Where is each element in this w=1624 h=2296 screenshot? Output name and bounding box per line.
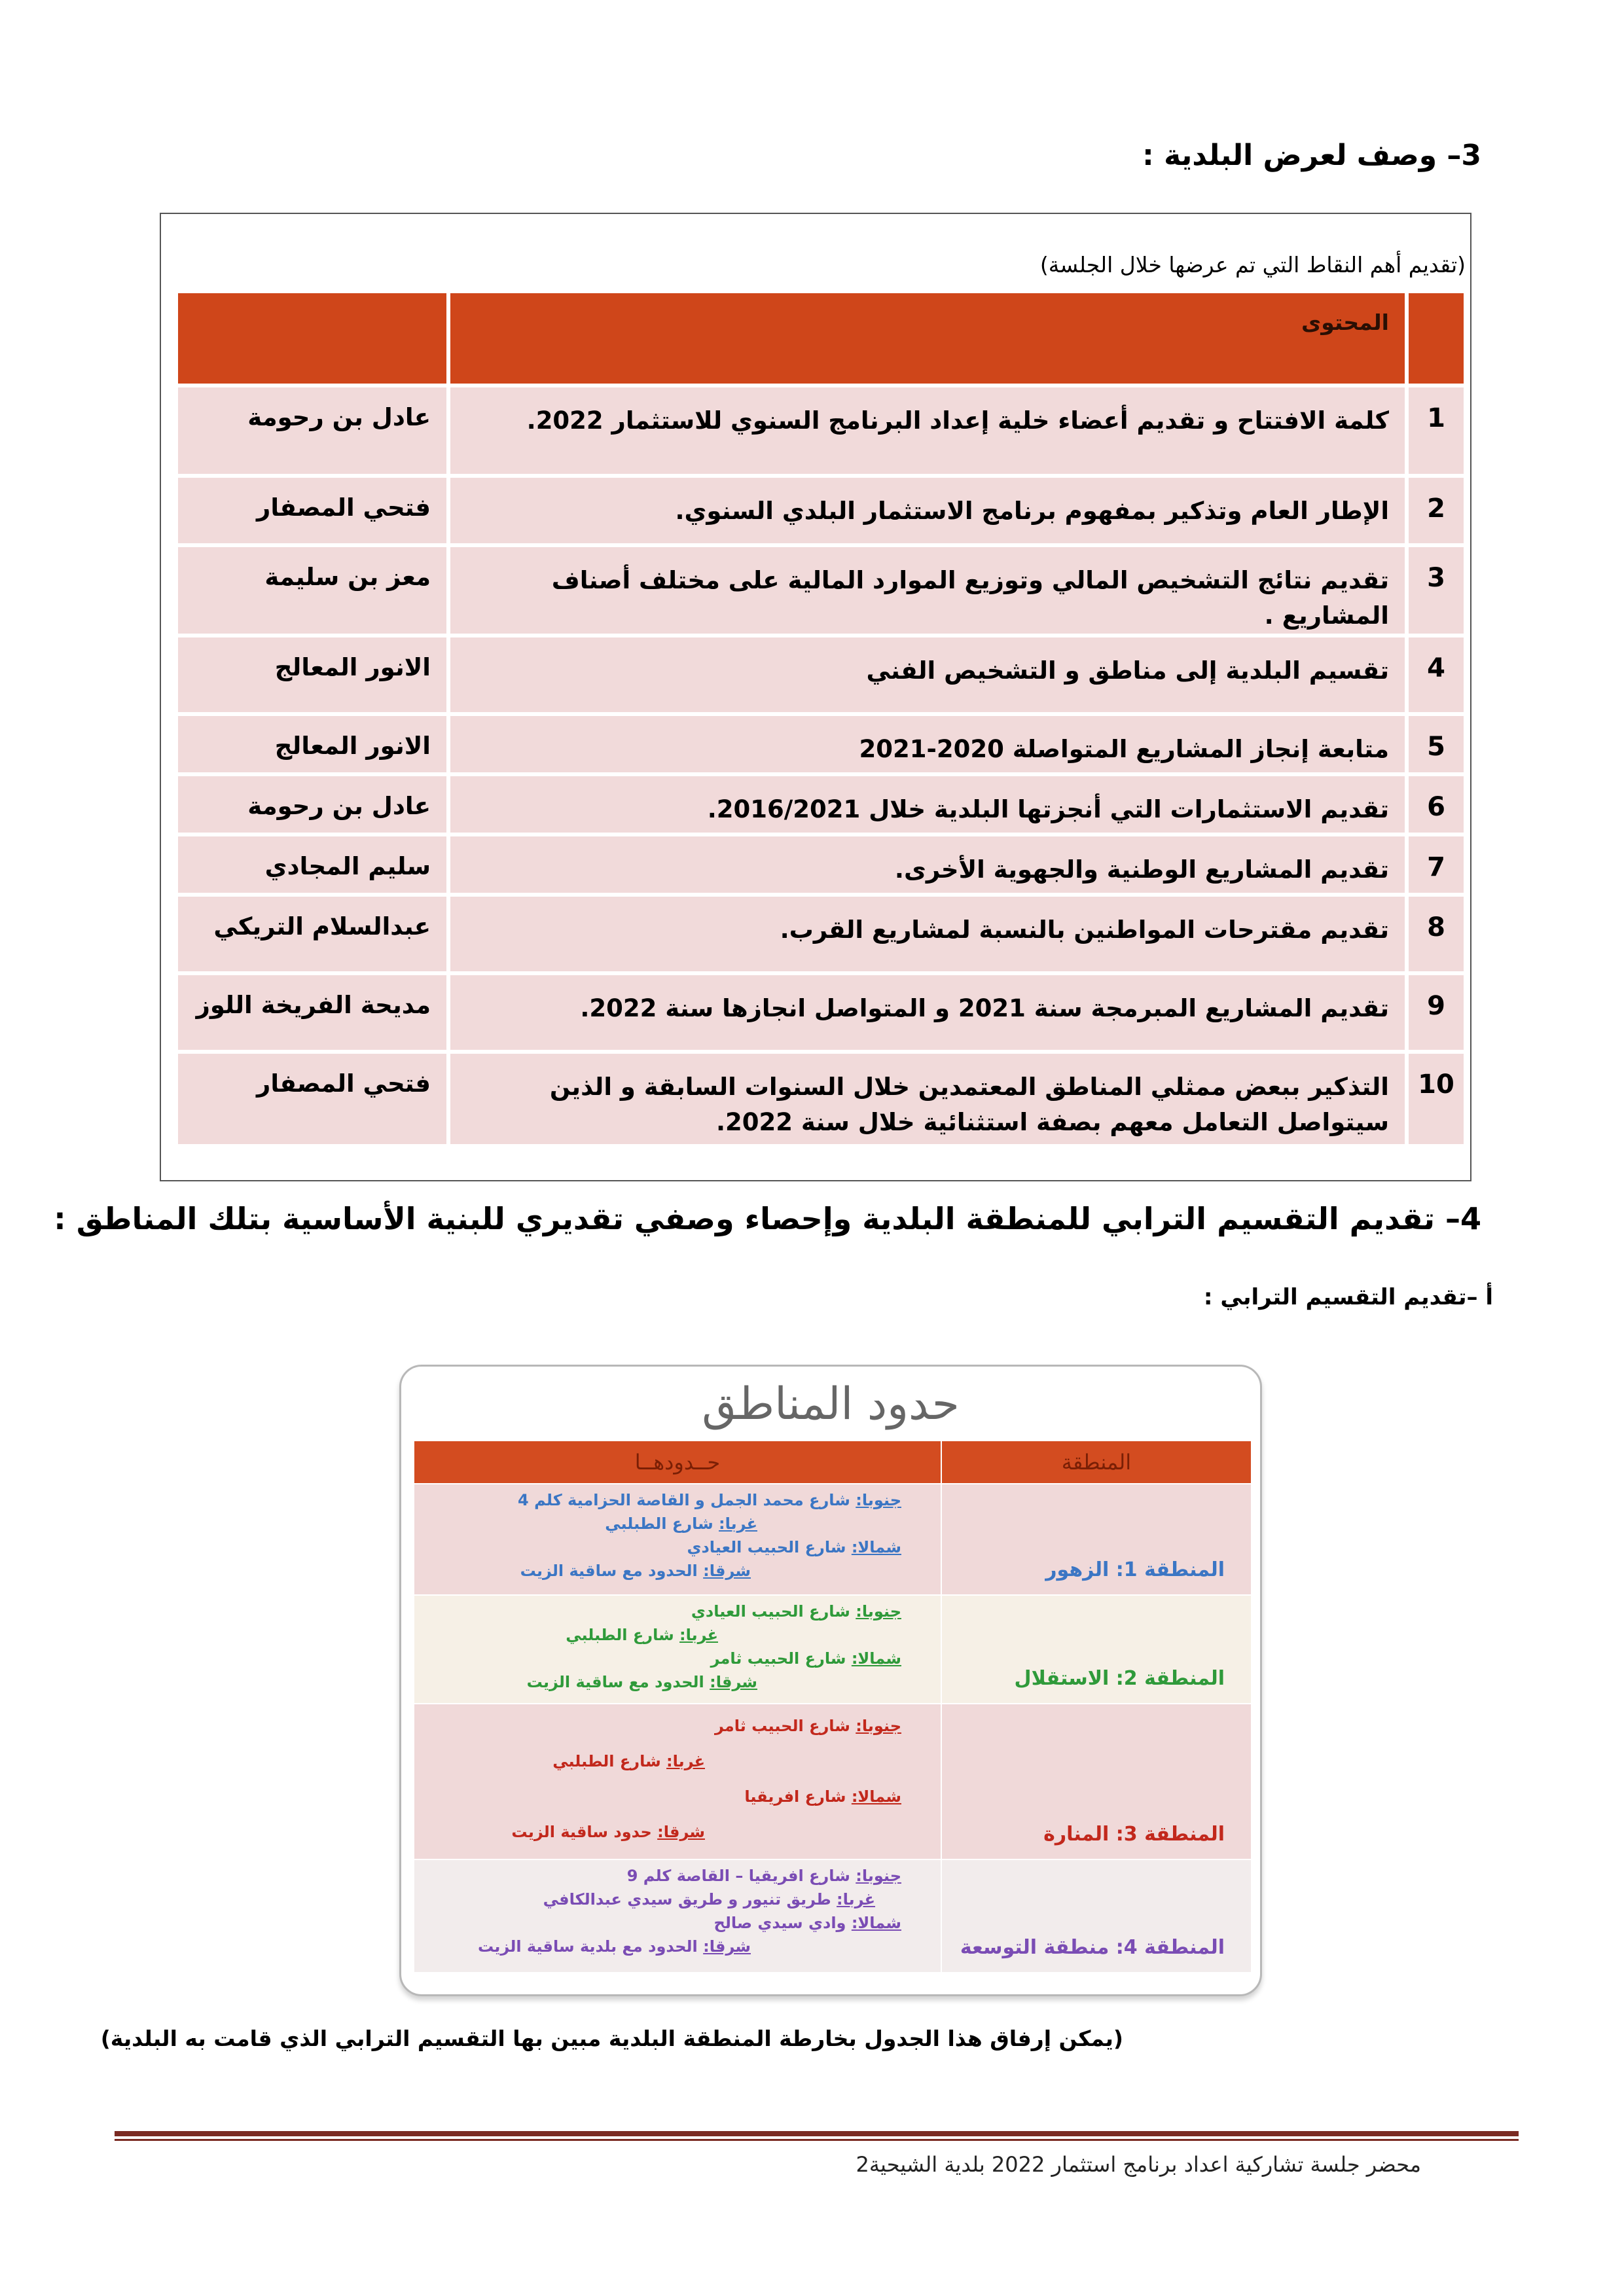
row-content-cell: تقسيم البلدية إلى مناطق و التشخيص الفني	[450, 637, 1405, 712]
zone-row	[414, 1704, 1252, 1859]
table-row	[178, 776, 1464, 833]
row-num-cell: 1	[1405, 387, 1464, 474]
row-content-cell: كلمة الافتتاح و تقديم أعضاء خلية إعداد البرنامج السنوي للاستثمار 2022.	[450, 387, 1405, 474]
bound-text: حدود ساقية الزيت	[511, 1823, 652, 1841]
row-content-cell: تقديم نتائج التشخيص المالي وتوزيع الموارد المالية على مختلف أصناف المشاريع .	[450, 547, 1405, 634]
footer-rule	[115, 2131, 1519, 2136]
row-speaker-cell: الانور المعالج	[178, 716, 450, 772]
bound-text: شارع الطبلبي	[552, 1752, 661, 1770]
table-row	[178, 1054, 1464, 1144]
zone-row	[414, 1859, 1252, 1973]
zone-row	[414, 1595, 1252, 1704]
row-num-cell: 9	[1405, 975, 1464, 1050]
zones-image-title: حدود المناطق	[702, 1378, 960, 1430]
footer-rule-thin	[115, 2139, 1519, 2141]
bound-direction: جنوبا:	[856, 1717, 901, 1735]
row-content-cell: الإطار العام وتذكير بمفهوم برنامج الاستثمار البلدي السنوي.	[450, 478, 1405, 543]
bound-line	[427, 1864, 901, 1888]
row-speaker-cell: الانور المعالج	[178, 637, 450, 712]
row-num-cell: 7	[1405, 836, 1464, 893]
bound-line	[427, 1814, 901, 1850]
bound-direction: شرقا:	[703, 1562, 751, 1580]
bound-direction: شمالا:	[851, 1649, 901, 1668]
bound-line	[427, 1779, 901, 1814]
row-num-cell: 10	[1405, 1054, 1464, 1144]
row-speaker-cell: عادل بن رحومة	[178, 387, 450, 474]
section-4a-subheading: أ –تقديم التقسيم الترابي :	[1203, 1284, 1493, 1310]
map-note: (يمكن إرفاق هذا الجدول بخارطة المنطقة البلدية مبين بها التقسيم الترابي الذي قامت به البلدية)	[100, 2026, 1123, 2051]
zone-row	[414, 1484, 1252, 1595]
bound-line	[427, 1535, 901, 1559]
bound-direction: جنوبا:	[856, 1602, 901, 1621]
table-header-row	[178, 293, 1464, 384]
bound-text: طريق تنيور و طريق سيدي عبدالكافي	[543, 1890, 831, 1909]
row-num-cell: 8	[1405, 897, 1464, 971]
table-row	[178, 547, 1464, 634]
zone-bounds-cell	[414, 1595, 941, 1704]
bound-line	[427, 1911, 901, 1935]
table-row	[178, 478, 1464, 543]
bound-text: شارع الطبلبي	[605, 1515, 713, 1533]
page-footer: محضر جلسة تشاركية اعداد برنامج استثمار 2022 بلدية الشيحية2	[856, 2152, 1421, 2177]
zones-col-bounds: حــدودهــا	[414, 1441, 941, 1484]
zones-col-zone: المنطقة	[941, 1441, 1252, 1484]
row-content-cell: تقديم مقترحات المواطنين بالنسبة لمشاريع القرب.	[450, 897, 1405, 971]
bound-line	[427, 1600, 901, 1623]
bound-text: شارع الطبلبي	[566, 1626, 674, 1644]
zones-table	[413, 1440, 1252, 1973]
bound-direction: شرقا:	[710, 1673, 757, 1691]
bound-direction: شرقا:	[703, 1937, 751, 1956]
bound-text: شارع الحبيب ثامر	[710, 1649, 846, 1668]
section-3-heading: 3– وصف لعرض البلدية :	[1142, 139, 1481, 172]
table-row	[178, 387, 1464, 474]
table-row	[178, 975, 1464, 1050]
row-speaker-cell: معز بن سليمة	[178, 547, 450, 634]
bound-line	[427, 1623, 901, 1647]
bound-text: شارع افريقيا	[744, 1787, 846, 1806]
row-speaker-cell: مديحة الفريخة اللوز	[178, 975, 450, 1050]
presentation-table	[178, 289, 1464, 1148]
bound-text: الحدود مع ساقية الزيت	[520, 1562, 698, 1580]
row-num-cell: 5	[1405, 716, 1464, 772]
table-row	[178, 716, 1464, 772]
bound-line	[427, 1670, 901, 1694]
bound-line	[427, 1559, 901, 1583]
row-speaker-cell: عادل بن رحومة	[178, 776, 450, 833]
bound-line	[427, 1488, 901, 1512]
bound-text: شارع الحبيب العيادي	[691, 1602, 850, 1621]
row-num-cell: 4	[1405, 637, 1464, 712]
bound-direction: جنوبا:	[856, 1491, 901, 1509]
row-speaker-cell: فتحي المصفار	[178, 1054, 450, 1144]
bound-text: شارع محمد الجمل و القاصة الحزامية كلم 4	[518, 1491, 850, 1509]
bound-text: شارع افريقيا – القاصة كلم 9	[626, 1867, 850, 1885]
bound-text: الحدود مع بلدية ساقية الزيت	[477, 1937, 698, 1956]
bound-text: شارع الحبيب ثامر	[714, 1717, 850, 1735]
bound-direction: شرقا:	[657, 1823, 705, 1841]
zone-bounds-cell	[414, 1484, 941, 1595]
table-row	[178, 897, 1464, 971]
bound-line	[427, 1708, 901, 1744]
zone-name-cell: المنطقة 2: الاستقلال	[941, 1595, 1252, 1704]
bound-line	[427, 1935, 901, 1958]
bound-text: الحدود مع ساقية الزيت	[526, 1673, 704, 1691]
row-speaker-cell: عبدالسلام التريكي	[178, 897, 450, 971]
bound-line	[427, 1744, 901, 1779]
section-4-heading: 4– تقديم التقسيم الترابي للمنطقة البلدية وإحصاء وصفي تقديري للبنية الأساسية بتلك المناطق :	[54, 1201, 1481, 1236]
row-content-cell: تقديم الاستثمارات التي أنجزتها البلدية خلال 2016/2021.	[450, 776, 1405, 833]
row-num-cell: 3	[1405, 547, 1464, 634]
row-content-cell: التذكير ببعض ممثلي المناطق المعتمدين خلال السنوات السابقة و الذين سيتواصل التعامل معهم بصفة استثنائية خلال سنة 2022.	[450, 1054, 1405, 1144]
row-content-cell: تقديم المشاريع المبرمجة سنة 2021 و المتواصل انجازها سنة 2022.	[450, 975, 1405, 1050]
bound-line	[427, 1888, 901, 1911]
bound-direction: غربا:	[679, 1626, 718, 1644]
bound-direction: غربا:	[837, 1890, 875, 1909]
bound-direction: شمالا:	[851, 1787, 901, 1806]
zone-name-cell: المنطقة 1: الزهور	[941, 1484, 1252, 1595]
zone-name-cell: المنطقة 4: منطقة التوسعة	[941, 1859, 1252, 1973]
bound-line	[427, 1512, 901, 1535]
bound-direction: جنوبا:	[856, 1867, 901, 1885]
row-speaker-cell: سليم المجادي	[178, 836, 450, 893]
row-num-cell: 2	[1405, 478, 1464, 543]
bound-direction: شمالا:	[851, 1538, 901, 1556]
bound-text: وادي سيدي صالح	[713, 1914, 846, 1932]
table-row	[178, 836, 1464, 893]
table-caption: (تقديم أهم النقاط التي تم عرضها خلال الجلسة)	[1039, 252, 1466, 278]
header-speaker-cell	[178, 293, 450, 384]
bound-line	[427, 1647, 901, 1670]
table-row	[178, 637, 1464, 712]
row-speaker-cell: فتحي المصفار	[178, 478, 450, 543]
zone-bounds-cell	[414, 1704, 941, 1859]
bound-text: شارع الحبيب العيادي	[687, 1538, 846, 1556]
zone-name-cell: المنطقة 3: المنارة	[941, 1704, 1252, 1859]
zones-image	[399, 1365, 1262, 1996]
row-content-cell: تقديم المشاريع الوطنية والجهوية الأخرى.	[450, 836, 1405, 893]
zone-bounds-cell	[414, 1859, 941, 1973]
row-content-cell: متابعة إنجاز المشاريع المتواصلة 2020-2021	[450, 716, 1405, 772]
bound-direction: غربا:	[666, 1752, 705, 1770]
bound-direction: غربا:	[719, 1515, 757, 1533]
bound-direction: شمالا:	[851, 1914, 901, 1932]
row-num-cell: 6	[1405, 776, 1464, 833]
header-content-cell: المحتوى	[450, 293, 1405, 384]
header-num-cell	[1405, 293, 1464, 384]
